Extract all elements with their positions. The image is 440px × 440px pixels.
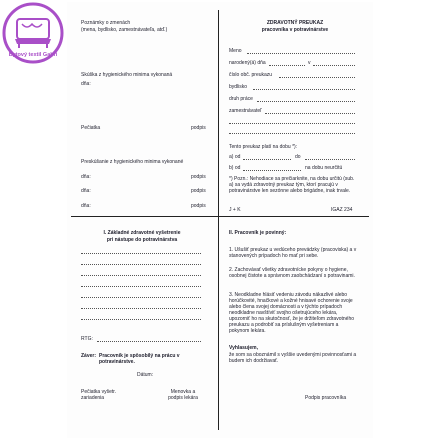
validity-b-indefinite: na dobu neurčitú [305,165,343,171]
exam-line-5[interactable] [81,297,201,298]
field-work-label: druh práce [229,96,253,102]
retest-date-3: dňa: [81,203,91,209]
field-born-label: narodený(á) dňa [229,60,266,66]
exam-line-1[interactable] [81,253,201,254]
rtg-label: RTG: [81,336,93,342]
retest-sign-2: podpis [191,188,206,194]
exam-line-4[interactable] [81,286,201,287]
worker-sign-label: Podpis pracovníka [305,395,347,401]
obligations-title: II. Pracovník je povinný: [229,230,287,236]
retest-sign-3: podpis [191,203,206,209]
doctor-sign-label: Menovka a podpis lekára [168,389,198,401]
stamp-label: Pečiatka [81,125,101,131]
verdict-text: Pracovník je spôsobilý na prácu v potravinárstve. [99,353,180,365]
retest-date-2: dňa: [81,188,91,194]
field-employer-line[interactable] [265,113,355,114]
card-subtitle: pracovníka v potravinárstve [261,27,329,33]
retest-label: Preskúšanie z hygienického minima vykonané [81,159,184,165]
validity-b-from: b) od [229,165,241,171]
field-in-label: v [308,60,311,66]
rtg-line[interactable] [97,341,201,342]
field-name-label: Meno [229,48,242,54]
verdict-label: Záver: [81,353,97,359]
field-work-line[interactable] [257,101,355,102]
validity-b-from-line[interactable] [243,170,301,171]
retest-date-1: dňa: [81,174,91,180]
panel-health-card [221,2,369,216]
notes-title: Poznámky o zmenách [81,20,131,26]
validity-a-from-line[interactable] [243,159,291,160]
field-address-label: bydlisko [229,84,248,90]
panel-exam [67,217,215,438]
brand-logo [2,2,64,68]
field-place-line[interactable] [313,65,355,66]
validity-a-to: do [295,154,301,160]
field-address-line[interactable] [253,89,355,90]
obligation-2: 2. Zachovávať všetky zdravotnícke pokyny o hygiene, osobnej čistote a správnom zaobchádzaní s potravinami. [229,267,355,279]
exam-title-1: I. Základné zdravotné vyšetrenie [103,230,181,236]
validity-a-to-line[interactable] [305,159,355,160]
exam-date-label: Dátum: [137,372,154,378]
retest-sign-1: podpis [191,174,206,180]
sign-label: podpis [191,125,206,131]
clinic-stamp-label: Pečiatka vyšetr. zariadenia [81,389,117,401]
exam-title-2: pri nástupe do potravinárstva [106,237,178,243]
panel-changes [67,2,215,216]
field-id-label: číslo obč. preukazu [229,72,273,78]
field-employer-label: zamestnávateľ [229,108,262,114]
card-title: ZDRAVOTNÝ PREUKAZ [266,20,324,26]
exam-line-2[interactable] [81,264,201,265]
health-card-sheet [67,2,373,438]
validity-a-from: a) od [229,154,241,160]
exam-line-3[interactable] [81,275,201,276]
obligation-1: 1. Ušušiť preukaz u vedúceho prevádzky (pracoviska) a v stanovených prípadoch ho mať pri sebe. [229,247,357,259]
field-employer-line-3[interactable] [229,133,355,134]
form-code-right: IGAZ 234 [331,207,353,213]
exam-date-label: dňa: [81,81,91,87]
field-name-line[interactable] [247,53,355,54]
declaration-title: Vyhlasujem, [229,345,258,351]
form-code-left: J + K [229,207,241,213]
obligation-3: 3. Neodkladne hlásiť vedeniu závodu nákazlivé alebo horúčkovité, hnačkové a kožné hnisavé ochorenie svoje alebo člena svojej domácnosti a v týchto prípadoch neodkladne navštíviť svojho ošetrujúceho lekára, upozorniť ho na skutočnosť, že je držiteľom zdravotného preukazu a podrobiť sa príslušným vyšetreniam a pokynom lekára. [229,292,354,334]
field-born-line[interactable] [269,65,305,66]
declaration-text: že som sa oboznámil s vyššie uvedenými povinnosťami a budem ich dodržiavať. [229,352,357,364]
fold-line-vertical [218,10,219,430]
field-id-line[interactable] [279,77,355,78]
validity-label: Tento preukaz platí na dobu *): [229,144,298,150]
exam-line-7[interactable] [81,319,201,320]
field-employer-line-2[interactable] [229,123,355,124]
exam-line-6[interactable] [81,308,201,309]
notes-subtitle: (mena, bydlisko, zamestnávateľa, atď.) [81,27,168,33]
logo-text: Bytový textil Gabri [8,52,58,58]
validity-note: *) Pozn.: Nehodiace sa prečiarknite, na dobu určitú (sub. a) sa vydá zdravotný preukaz tým, ktorí pracujú v potravinárstve len sezónne alebo brigádne, inak trvale. [229,176,355,194]
exam-label: Skúška z hygienického minima vykonaná [81,72,173,78]
panel-obligations [221,217,369,438]
